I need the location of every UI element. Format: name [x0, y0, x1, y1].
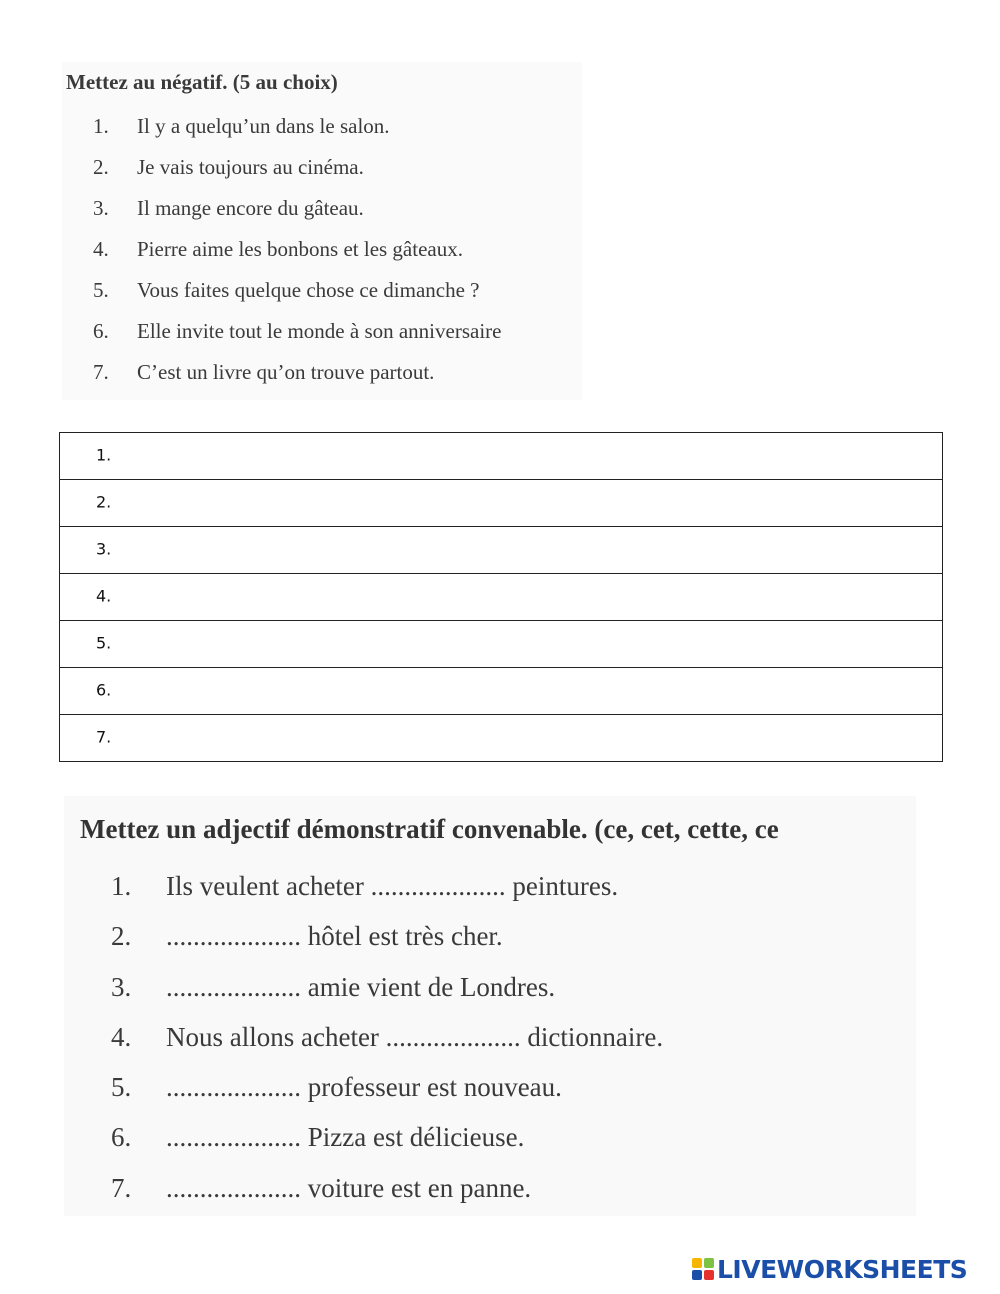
answer-cell [60, 715, 943, 762]
item-text: .................... amie vient de Londres. [166, 971, 556, 1002]
answer-input[interactable] [111, 441, 891, 471]
item-number: 2. [111, 921, 132, 952]
table-row [60, 668, 943, 715]
item-text: C’est un livre qu’on trouve partout. [137, 360, 435, 384]
item-number: 5. [93, 278, 109, 302]
item-number: 6. [93, 319, 109, 343]
item-number: 4. [111, 1021, 132, 1052]
answer-cell [60, 433, 943, 480]
item-text: Il mange encore du gâteau. [137, 196, 364, 220]
item-text: Pierre aime les bonbons et les gâteaux. [137, 237, 463, 261]
list-item [62, 278, 582, 319]
item-number: 6. [111, 1122, 132, 1153]
exercise-1 [62, 62, 582, 400]
answer-table [59, 432, 943, 762]
answer-input[interactable] [111, 535, 891, 565]
answer-cell [60, 574, 943, 621]
answer-input[interactable] [111, 629, 891, 659]
logo-square-icon [704, 1270, 714, 1280]
item-text: Je vais toujours au cinéma. [137, 155, 364, 179]
item-number: 4. [93, 237, 109, 261]
answer-input[interactable] [111, 723, 891, 753]
answer-cell [60, 668, 943, 715]
item-number: 5. [111, 1072, 132, 1103]
answer-input[interactable] [111, 582, 891, 612]
list-item [64, 1173, 916, 1223]
answer-cell [60, 621, 943, 668]
answer-number: 5. [96, 633, 112, 653]
exercise-1-title: Mettez au négatif. (5 au choix) [66, 70, 338, 94]
list-item [64, 972, 916, 1022]
item-text: Elle invite tout le monde à son anniversaire [137, 319, 502, 343]
answer-cell [60, 527, 943, 574]
list-item [64, 1022, 916, 1072]
answer-number: 4. [96, 586, 112, 606]
exercise-2-title: Mettez un adjectif démonstratif convenable. (ce, cet, cette, ce [80, 814, 779, 844]
answer-number: 1. [96, 445, 112, 465]
list-item [62, 196, 582, 237]
item-text: Il y a quelqu’un dans le salon. [137, 114, 390, 138]
item-number: 3. [111, 971, 132, 1002]
answer-number: 7. [96, 727, 112, 747]
item-number: 7. [111, 1172, 132, 1203]
item-text: .................... hôtel est très cher. [166, 921, 503, 952]
item-number: 3. [93, 196, 109, 220]
item-text: .................... professeur est nouveau. [166, 1072, 562, 1103]
liveworksheets-brand[interactable] [692, 1253, 967, 1285]
answer-number: 6. [96, 680, 112, 700]
answer-number: 2. [96, 492, 112, 512]
table-row [60, 574, 943, 621]
list-item [64, 921, 916, 971]
list-item [62, 114, 582, 155]
liveworksheets-logo-icon [692, 1258, 714, 1280]
table-row [60, 480, 943, 527]
list-item [62, 319, 582, 360]
item-text: Ils veulent acheter .................... peintures. [166, 871, 619, 901]
item-number: 7. [93, 360, 109, 384]
list-item [62, 360, 582, 401]
item-text: Nous allons acheter .................... dictionnaire. [166, 1021, 664, 1052]
item-text: Vous faites quelque chose ce dimanche ? [137, 278, 480, 302]
answer-input[interactable] [111, 488, 891, 518]
list-item [64, 1122, 916, 1172]
table-row [60, 433, 943, 480]
brand-name: LIVEWORKSHEETS [717, 1254, 968, 1284]
table-row [60, 715, 943, 762]
answer-number: 3. [96, 539, 112, 559]
logo-square-icon [704, 1258, 714, 1268]
item-text: .................... Pizza est délicieuse. [166, 1122, 525, 1153]
exercise-2-list [64, 871, 916, 1223]
exercise-2 [64, 796, 916, 1216]
item-number: 2. [93, 155, 109, 179]
answer-cell [60, 480, 943, 527]
logo-square-icon [692, 1270, 702, 1280]
table-row [60, 621, 943, 668]
list-item [62, 237, 582, 278]
item-text: .................... voiture est en panne. [166, 1172, 532, 1203]
item-number: 1. [93, 114, 109, 138]
exercise-1-list [62, 114, 582, 401]
answer-input[interactable] [111, 676, 891, 706]
table-row [60, 527, 943, 574]
logo-square-icon [692, 1258, 702, 1268]
item-number: 1. [111, 871, 132, 901]
list-item [64, 871, 916, 921]
list-item [64, 1072, 916, 1122]
list-item [62, 155, 582, 196]
